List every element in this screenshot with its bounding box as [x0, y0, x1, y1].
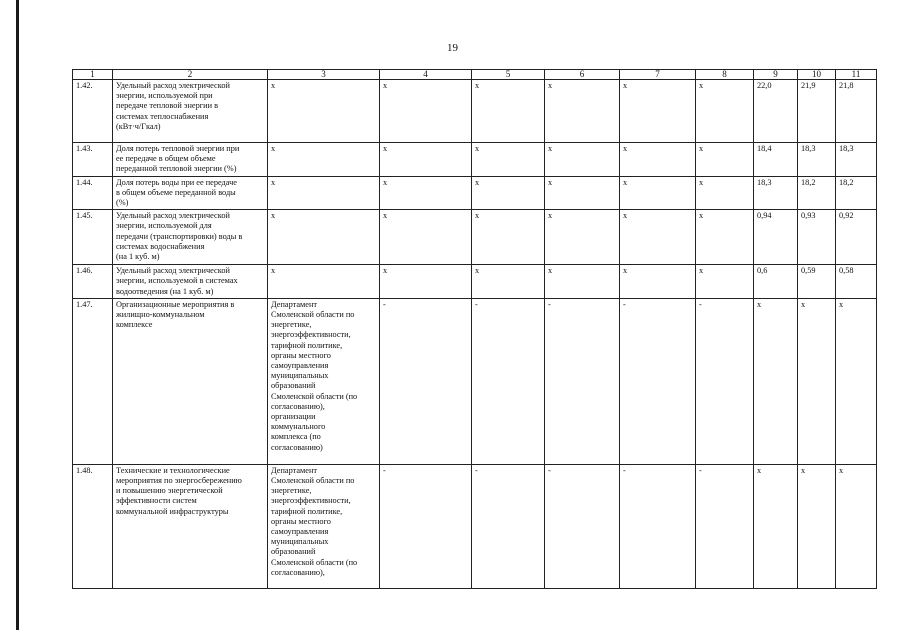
column-5-text: x	[475, 144, 480, 153]
value-col-11-text: x	[839, 465, 844, 475]
header-cell: 1	[73, 70, 113, 80]
column-5-text: x	[475, 177, 480, 187]
value-col-11-text: 0,58	[839, 266, 854, 276]
row-number-cell	[73, 143, 113, 177]
row-number-cell	[73, 176, 113, 210]
indicator-description-cell	[113, 80, 268, 143]
header-cell: 3	[268, 70, 380, 80]
value-col-9-text: x	[757, 299, 762, 309]
header-cell: 11	[836, 70, 877, 80]
column-6-text: x	[548, 211, 553, 221]
column-5-text: -	[475, 465, 478, 475]
column-7-text: -	[623, 465, 626, 475]
column-5-text: x	[475, 266, 480, 276]
value-col-9-text: x	[757, 465, 762, 475]
value-col-10-text: 0,59	[801, 266, 816, 276]
value-col-9-text: 22,0	[757, 81, 772, 90]
column-7-text: x	[623, 81, 628, 90]
column-4-text: x	[383, 266, 388, 276]
column-8-text: -	[699, 465, 702, 475]
column-6-cell	[545, 265, 620, 299]
value-col-10-text: 18,3	[801, 144, 816, 153]
responsible-party-text: x	[271, 266, 276, 276]
column-8-cell	[696, 210, 754, 265]
row-number-cell	[73, 80, 113, 143]
header-cell: 9	[754, 70, 798, 80]
column-4-text: x	[383, 177, 388, 187]
value-col-11-cell	[836, 143, 877, 177]
row-number-text: 1.43.	[76, 144, 93, 153]
row-number-text: 1.47.	[76, 299, 93, 309]
indicator-description-text: Удельный расход электрической энергии, используемой при передаче тепловой энергии в системах теплоснабжения (кВт·ч/Гкал)	[116, 81, 230, 131]
column-4-cell	[380, 464, 472, 588]
table-row	[73, 80, 877, 143]
responsible-party-text: x	[271, 211, 276, 221]
column-6-text: x	[548, 81, 553, 90]
responsible-party-cell	[268, 210, 380, 265]
value-col-10-text: 0,93	[801, 211, 816, 221]
row-number-text: 1.45.	[76, 211, 93, 221]
indicator-description-cell	[113, 464, 268, 588]
value-col-11-text: 18,3	[839, 144, 854, 153]
indicator-description-cell	[113, 176, 268, 210]
column-8-text: x	[699, 144, 704, 153]
column-4-text: x	[383, 211, 388, 221]
column-7-cell	[620, 210, 696, 265]
value-col-10-cell	[798, 298, 836, 464]
column-6-text: x	[548, 144, 553, 153]
indicator-description-cell	[113, 210, 268, 265]
column-8-cell	[696, 265, 754, 299]
column-7-cell	[620, 265, 696, 299]
row-number-text: 1.46.	[76, 266, 93, 276]
column-7-cell	[620, 464, 696, 588]
value-col-9-cell	[754, 210, 798, 265]
column-5-cell	[472, 210, 545, 265]
header-row	[73, 70, 877, 80]
indicator-description-text: Удельный расход электрической энергии, используемой в системах водоотведения (на 1 куб. м)	[116, 266, 238, 296]
value-col-10-cell	[798, 80, 836, 143]
column-7-text: x	[623, 177, 628, 187]
column-8-cell	[696, 298, 754, 464]
value-col-11-text: x	[839, 299, 844, 309]
column-6-cell	[545, 464, 620, 588]
indicator-description-text: Доля потерь воды при ее передаче в общем объеме переданной воды (%)	[116, 177, 237, 208]
indicator-description-text: Удельный расход электрической энергии, используемой для передачи (транспортировки) воды в системах водоснабжения (на 1 куб. м)	[116, 211, 243, 262]
column-6-cell	[545, 80, 620, 143]
column-6-cell	[545, 143, 620, 177]
value-col-9-cell	[754, 80, 798, 143]
column-4-cell	[380, 176, 472, 210]
value-col-9-cell	[754, 265, 798, 299]
value-col-11-text: 0,92	[839, 211, 854, 221]
value-col-11-cell	[836, 210, 877, 265]
scan-edge-bar	[16, 0, 19, 630]
value-col-9-cell	[754, 464, 798, 588]
column-8-text: x	[699, 81, 704, 90]
table-row	[73, 210, 877, 265]
value-col-10-cell	[798, 176, 836, 210]
value-col-10-text: 18,2	[801, 177, 816, 187]
responsible-party-cell	[268, 464, 380, 588]
column-8-cell	[696, 464, 754, 588]
column-6-cell	[545, 298, 620, 464]
column-6-cell	[545, 210, 620, 265]
column-4-cell	[380, 143, 472, 177]
column-6-text: -	[548, 299, 551, 309]
page-number: 19	[447, 42, 458, 54]
column-7-text: x	[623, 144, 628, 153]
column-8-text: x	[699, 211, 704, 221]
value-col-10-cell	[798, 210, 836, 265]
indicator-description-text: Организационные мероприятия в жилищно-коммунальном комплексе	[116, 299, 235, 330]
column-7-text: x	[623, 211, 628, 221]
value-col-9-cell	[754, 176, 798, 210]
column-4-cell	[380, 298, 472, 464]
column-4-text: -	[383, 465, 386, 475]
responsible-party-text: x	[271, 81, 276, 90]
column-8-text: x	[699, 177, 704, 187]
value-col-10-text: x	[801, 299, 806, 309]
column-8-text: x	[699, 266, 704, 276]
table-row	[73, 143, 877, 177]
value-col-11-cell	[836, 464, 877, 588]
value-col-9-text: 0,6	[757, 266, 768, 276]
row-number-text: 1.44.	[76, 177, 93, 187]
column-7-text: -	[623, 299, 626, 309]
value-col-11-cell	[836, 265, 877, 299]
indicator-description-cell	[113, 298, 268, 464]
row-number-text: 1.42.	[76, 81, 93, 90]
indicator-description-cell	[113, 143, 268, 177]
responsible-party-cell	[268, 265, 380, 299]
value-col-9-cell	[754, 298, 798, 464]
value-col-9-text: 18,3	[757, 177, 772, 187]
responsible-party-cell	[268, 176, 380, 210]
indicator-description-text: Доля потерь тепловой энергии при ее передаче в общем объеме переданной тепловой энергии (%)	[116, 144, 240, 174]
header-cell: 4	[380, 70, 472, 80]
column-6-cell	[545, 176, 620, 210]
value-col-10-text: x	[801, 465, 806, 475]
column-7-cell	[620, 80, 696, 143]
value-col-10-cell	[798, 265, 836, 299]
column-7-cell	[620, 176, 696, 210]
column-6-text: x	[548, 177, 553, 187]
row-number-cell	[73, 265, 113, 299]
value-col-10-cell	[798, 143, 836, 177]
column-4-cell	[380, 210, 472, 265]
indicator-description-text: Технические и технологические мероприятия по энергосбережению и повышению энергетической эффективности систем коммунальной инфраструктуры	[116, 465, 242, 516]
responsible-party-text: x	[271, 177, 276, 187]
value-col-11-text: 21,8	[839, 81, 854, 90]
column-4-text: x	[383, 144, 388, 153]
header-cell: 5	[472, 70, 545, 80]
value-col-11-text: 18,2	[839, 177, 854, 187]
value-col-9-cell	[754, 143, 798, 177]
value-col-10-cell	[798, 464, 836, 588]
column-4-text: x	[383, 81, 388, 90]
responsible-party-text: x	[271, 144, 276, 153]
value-col-11-cell	[836, 176, 877, 210]
column-5-cell	[472, 80, 545, 143]
header-cell: 7	[620, 70, 696, 80]
row-number-cell	[73, 210, 113, 265]
column-5-cell	[472, 143, 545, 177]
value-col-10-text: 21,9	[801, 81, 816, 90]
value-col-11-cell	[836, 298, 877, 464]
header-cell: 8	[696, 70, 754, 80]
value-col-9-text: 18,4	[757, 144, 772, 153]
column-7-cell	[620, 298, 696, 464]
column-8-text: -	[699, 299, 702, 309]
column-7-cell	[620, 143, 696, 177]
row-number-cell	[73, 464, 113, 588]
column-4-text: -	[383, 299, 386, 309]
column-8-cell	[696, 176, 754, 210]
row-number-cell	[73, 298, 113, 464]
responsible-party-cell	[268, 298, 380, 464]
column-5-cell	[472, 464, 545, 588]
row-number-text: 1.48.	[76, 465, 93, 475]
table-row	[73, 298, 877, 464]
column-5-text: x	[475, 211, 480, 221]
header-cell: 10	[798, 70, 836, 80]
indicator-description-cell	[113, 265, 268, 299]
column-5-text: x	[475, 81, 480, 90]
responsible-party-cell	[268, 80, 380, 143]
column-6-text: -	[548, 465, 551, 475]
column-5-cell	[472, 176, 545, 210]
column-8-cell	[696, 143, 754, 177]
column-5-cell	[472, 298, 545, 464]
column-6-text: x	[548, 266, 553, 276]
responsible-party-cell	[268, 143, 380, 177]
value-col-9-text: 0,94	[757, 211, 772, 221]
responsible-party-text: Департамент Смоленской области по энергетике, энергоэффективности, тарифной политике, органы местного самоуправления муниципальных образований Смоленской области (по согласованию), организации коммунального комплекса (по согласованию)	[271, 299, 358, 452]
column-5-text: -	[475, 299, 478, 309]
column-8-cell	[696, 80, 754, 143]
column-7-text: x	[623, 266, 628, 276]
column-5-cell	[472, 265, 545, 299]
value-col-11-cell	[836, 80, 877, 143]
column-4-cell	[380, 80, 472, 143]
column-4-cell	[380, 265, 472, 299]
table-row	[73, 176, 877, 210]
table-row	[73, 265, 877, 299]
header-cell: 2	[113, 70, 268, 80]
header-cell: 6	[545, 70, 620, 80]
responsible-party-text: Департамент Смоленской области по энергетике, энергоэффективности, тарифной политике, органы местного самоуправления муниципальных образований Смоленской области (по согласованию),	[271, 465, 358, 577]
table-row	[73, 464, 877, 588]
data-table	[72, 69, 877, 589]
